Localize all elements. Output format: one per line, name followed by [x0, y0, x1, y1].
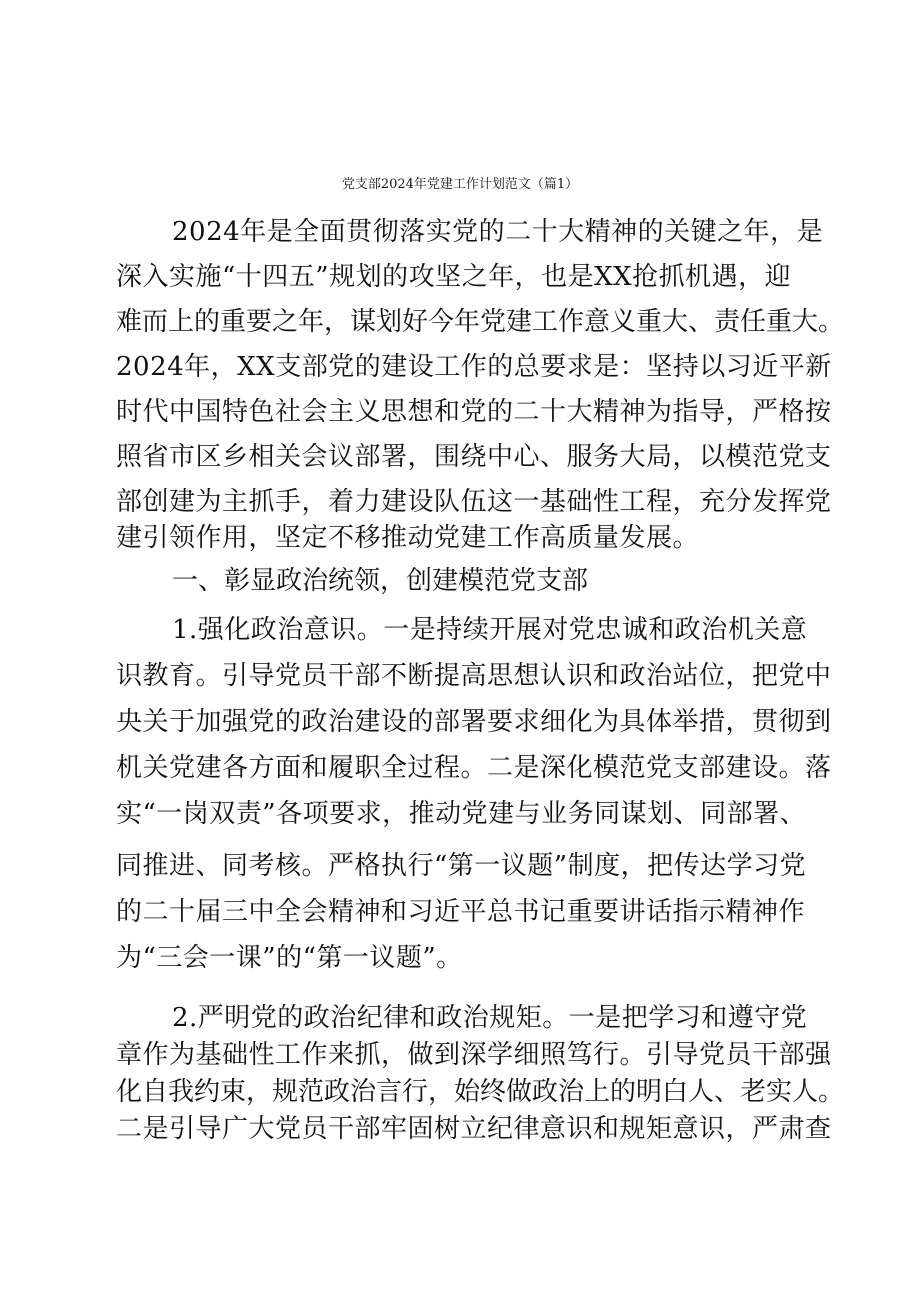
intro-line: 2024年是全面贯彻落实党的二十大精神的关键之年，是 — [172, 217, 824, 247]
item1-line: 央关于加强党的政治建设的部署要求细化为具体举措，贯彻到 — [116, 707, 832, 737]
intro-line: 2024年，XX支部党的建设工作的总要求是：坚持以习近平新 — [116, 352, 832, 382]
item1-line: 实“一岗双责”各项要求，推动党建与业务同谋划、同部署、 — [116, 799, 807, 829]
item1-line: 的二十届三中全会精神和习近平总书记重要讲话指示精神作 — [116, 897, 806, 927]
section-heading: 一、彰显政治统领，创建模范党支部 — [172, 566, 589, 596]
intro-line: 时代中国特色社会主义思想和党的二十大精神为指导，严格按 — [116, 397, 832, 427]
item2-line: 章作为基础性工作来抓，做到深学细照笃行。引导党员干部强 — [116, 1040, 832, 1070]
item1-line: 机关党建各方面和履职全过程。二是深化模范党支部建设。落 — [116, 753, 832, 783]
item1-line: 识教育。引导党员干部不断提高思想认识和政治站位，把党中 — [116, 661, 832, 691]
item1-line: 为“三会一课”的“第一议题”。 — [116, 943, 463, 973]
document-title: 党支部2024年党建工作计划范文（篇1） — [341, 177, 579, 192]
intro-line: 建引领作用，坚定不移推动党建工作高质量发展。 — [116, 523, 700, 553]
intro-line: 深入实施“十四五”规划的攻坚之年，也是XX抢抓机遇，迎 — [116, 262, 792, 292]
intro-line: 难而上的重要之年，谋划好今年党建工作意义重大、责任重大。 — [116, 307, 845, 337]
intro-line: 照省市区乡相关会议部署，围绕中心、服务大局，以模范党支 — [116, 442, 832, 472]
item2-line: 2.严明党的政治纪律和政治规矩。一是把学习和遵守党 — [172, 1003, 808, 1033]
item2-line: 化自我约束，规范政治言行，始终做政治上的明白人、老实人。 — [116, 1077, 845, 1107]
item2-line: 二是引导广大党员干部牢固树立纪律意识和规矩意识，严肃查 — [116, 1114, 832, 1144]
intro-line: 部创建为主抓手，着力建设队伍这一基础性工程，充分发挥党 — [116, 487, 832, 517]
item1-line: 1.强化政治意识。一是持续开展对党忠诚和政治机关意 — [172, 615, 808, 645]
item1-line: 同推进、同考核。严格执行“第一议题”制度，把传达学习党 — [116, 851, 807, 881]
